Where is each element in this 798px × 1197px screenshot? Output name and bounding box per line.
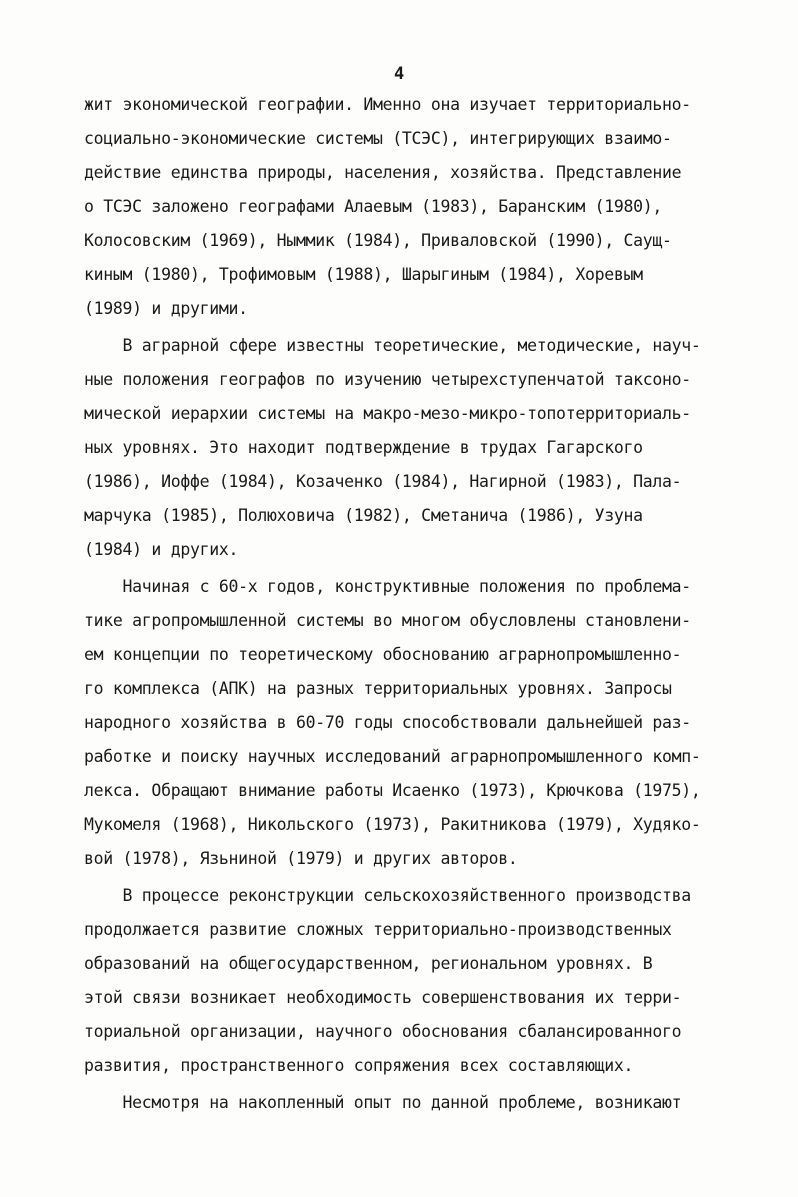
text-line: работке и поиску научных исследований аграрнопромышленного комп-: [84, 747, 701, 766]
text-line: В аграрной сфере известны теоретические, методические, науч-: [84, 336, 701, 355]
text-line: ных уровнях. Это находит подтверждение в трудах Гагарского: [84, 438, 643, 457]
text-line: социально-экономические системы (ТСЭС), интегрирующих взаимо-: [84, 129, 672, 148]
text-line: Несмотря на накопленный опыт по данной проблеме, возникают: [84, 1093, 682, 1112]
text-line: (1989) и другими.: [84, 299, 248, 318]
text-line: марчука (1985), Полюховича (1982), Сметанича (1986), Узуна: [84, 506, 643, 525]
text-line: лекса. Обращают внимание работы Исаенко (1973), Крючкова (1975),: [84, 781, 701, 800]
text-line: о ТСЭС заложено географами Алаевым (1983), Баранским (1980),: [84, 197, 663, 216]
text-line: развития, пространственного сопряжения всех составляющих.: [84, 1056, 634, 1075]
text-line: ные положения географов по изучению четырехступенчатой таксоно-: [84, 370, 691, 389]
text-line: киным (1980), Трофимовым (1988), Шарыгиным (1984), Хоревым: [84, 265, 643, 284]
text-line: ем концепции по теоретическому обоснованию аграрнопромышленно-: [84, 645, 682, 664]
text-line: образований на общегосударственном, региональном уровнях. В: [84, 954, 653, 973]
text-line: вой (1978), Язьниной (1979) и других авторов.: [84, 849, 518, 868]
text-line: (1984) и других.: [84, 540, 239, 559]
text-line: В процессе реконструкции сельскохозяйственного производства: [84, 886, 691, 905]
text-line: Мукомеля (1968), Никольского (1973), Ракитникова (1979), Худяко-: [84, 815, 701, 834]
text-line: этой связи возникает необходимость совершенствования их терри-: [84, 988, 682, 1007]
text-line: Начиная с 60-х годов, конструктивные положения по проблема-: [84, 577, 691, 596]
text-line: (1986), Иоффе (1984), Козаченко (1984), Нагирной (1983), Пала-: [84, 472, 682, 491]
page-number: 4: [394, 64, 404, 84]
text-line: ториальной организации, научного обоснования сбалансированного: [84, 1022, 682, 1041]
text-line: тике агропромышленной системы во многом обусловлены становлени-: [84, 611, 691, 630]
text-line: го комплекса (АПК) на разных территориальных уровнях. Запросы: [84, 679, 672, 698]
text-line: продолжается развитие сложных территориально-производственных: [84, 920, 672, 939]
text-line: действие единства природы, населения, хозяйства. Представление: [84, 163, 682, 182]
text-line: жит экономической географии. Именно она изучает территориально-: [84, 95, 691, 114]
text-line: народного хозяйства в 60-70 годы способствовали дальнейшей раз-: [84, 713, 691, 732]
text-line: Колосовским (1969), Ныммик (1984), Приваловской (1990), Саущ-: [84, 231, 672, 250]
text-line: мической иерархии системы на макро-мезо-микро-топотерриториаль-: [84, 404, 691, 423]
